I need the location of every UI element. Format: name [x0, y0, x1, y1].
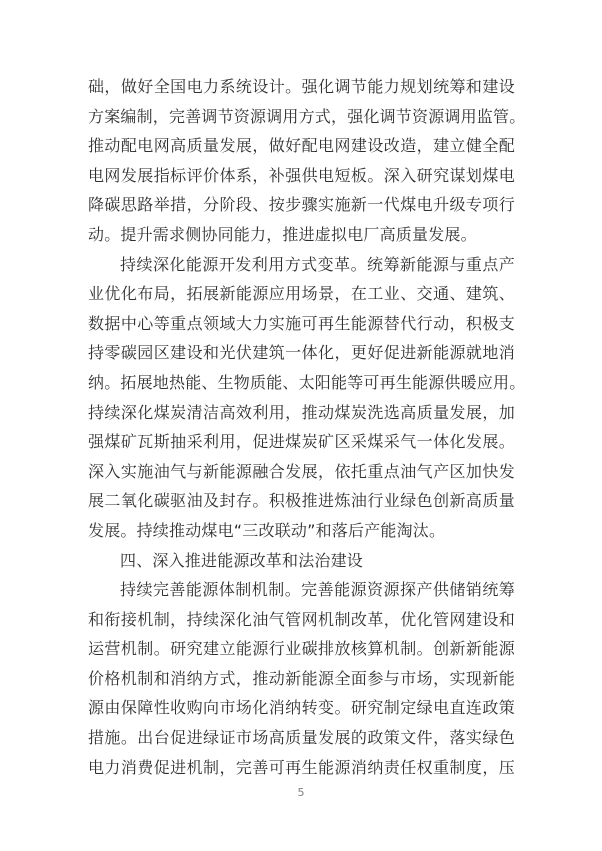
- text-line: 发展。持续推动煤电“三改联动”和落后产能淘汰。: [88, 520, 446, 540]
- text-line: 数据中心等重点领域大力实施可再生能源替代行动，积极支: [88, 313, 515, 333]
- page-number: 5: [297, 786, 305, 799]
- text-line: 持续完善能源体制机制。完善能源资源探产供储销统筹: [120, 580, 515, 600]
- text-line: 措施。出台促进绿证市场高质量发展的政策文件，落实绿色: [88, 728, 515, 748]
- text-line: 源由保障性收购向市场化消纳转变。研究制定绿电直连政策: [88, 698, 515, 718]
- text-line: 电力消费促进机制，完善可再生能源消纳责任权重制度，压: [88, 757, 515, 777]
- text-line: 运营机制。研究建立能源行业碳排放核算机制。创新新能源: [88, 639, 515, 659]
- document-body: [88, 72, 526, 782]
- text-line: 降碳思路举措，分阶段、按步骤实施新一代煤电升级专项行: [88, 195, 515, 215]
- text-line: 强煤矿瓦斯抽采利用，促进煤炭矿区采煤采气一体化发展。: [88, 432, 515, 452]
- text-line: 和衔接机制，持续深化油气管网机制改革，优化管网建设和: [88, 609, 515, 629]
- text-line: 业优化布局，拓展新能源应用场景，在工业、交通、建筑、: [88, 284, 515, 304]
- text-line: 础，做好全国电力系统设计。强化调节能力规划统筹和建设: [88, 77, 515, 96]
- text-line: 深入实施油气与新能源融合发展，依托重点油气产区加快发: [88, 461, 515, 481]
- text-line: 方案编制，完善调节资源调用方式，强化调节资源调用监管。: [88, 106, 526, 126]
- text-line: 动。提升需求侧协同能力，推进虚拟电厂高质量发展。: [88, 224, 477, 244]
- text-line: 展二氧化碳驱油及封存。积极推进炼油行业绿色创新高质量: [88, 491, 515, 511]
- section-heading: 四、深入推进能源改革和法治建设: [120, 550, 364, 570]
- text-line: 电网发展指标评价体系，补强供电短板。深入研究谋划煤电: [88, 165, 515, 185]
- text-line: 价格机制和消纳方式，推动新能源全面参与市场，实现新能: [88, 668, 515, 688]
- text-line: 持零碳园区建设和光伏建筑一体化，更好促进新能源就地消: [88, 343, 515, 363]
- text-line: 纳。拓展地热能、生物质能、太阳能等可再生能源供暖应用。: [88, 372, 526, 392]
- text-line: 推动配电网高质量发展，做好配电网建设改造，建立健全配: [88, 136, 515, 156]
- text-line: 持续深化能源开发利用方式变革。统筹新能源与重点产: [120, 254, 515, 274]
- text-line: 持续深化煤炭清洁高效利用，推动煤炭洗选高质量发展，加: [88, 402, 515, 422]
